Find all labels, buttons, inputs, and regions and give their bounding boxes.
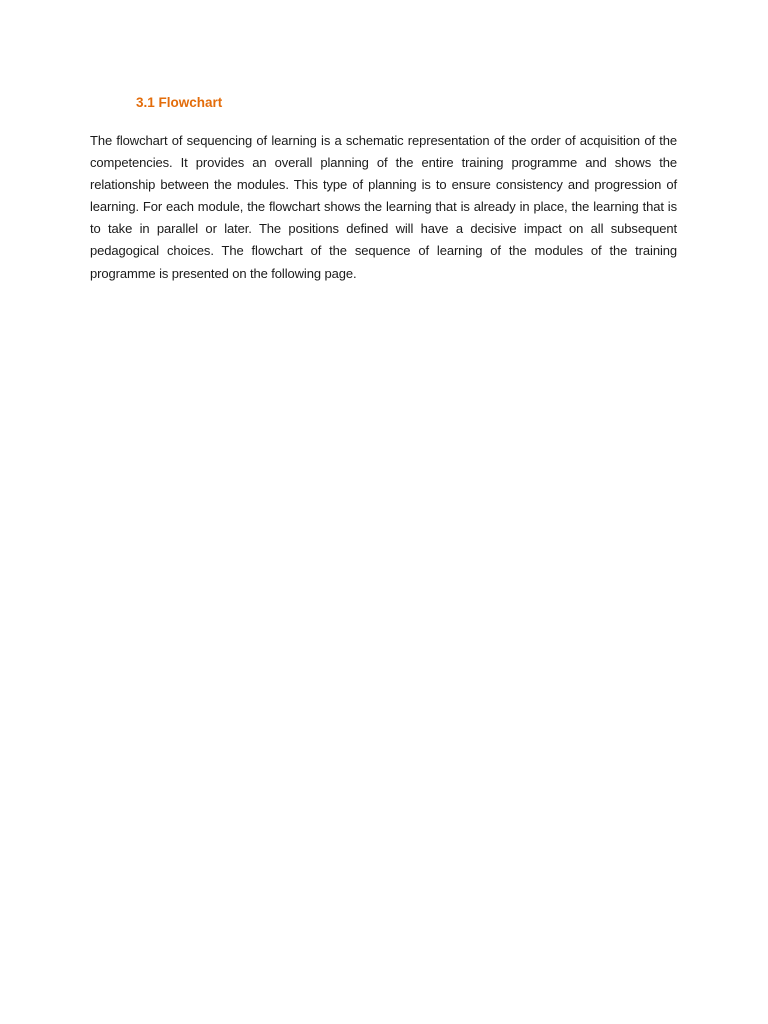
section-heading: 3.1 Flowchart	[136, 95, 223, 110]
body-paragraph: The flowchart of sequencing of learning is a schematic representation of the order of acquisition of the competencies. It provides an overall planning of the entire training programme and shows the relationship between the modules. This type of planning is to ensure consistency and progression of learning. For each module, the flowchart shows the learning that is already in place, the learning that is to take in parallel or later. The positions defined will have a decisive impact on all subsequent pedagogical choices. The flowchart of the sequence of learning of the modules of the training programme is presented on the following page.	[90, 133, 677, 281]
